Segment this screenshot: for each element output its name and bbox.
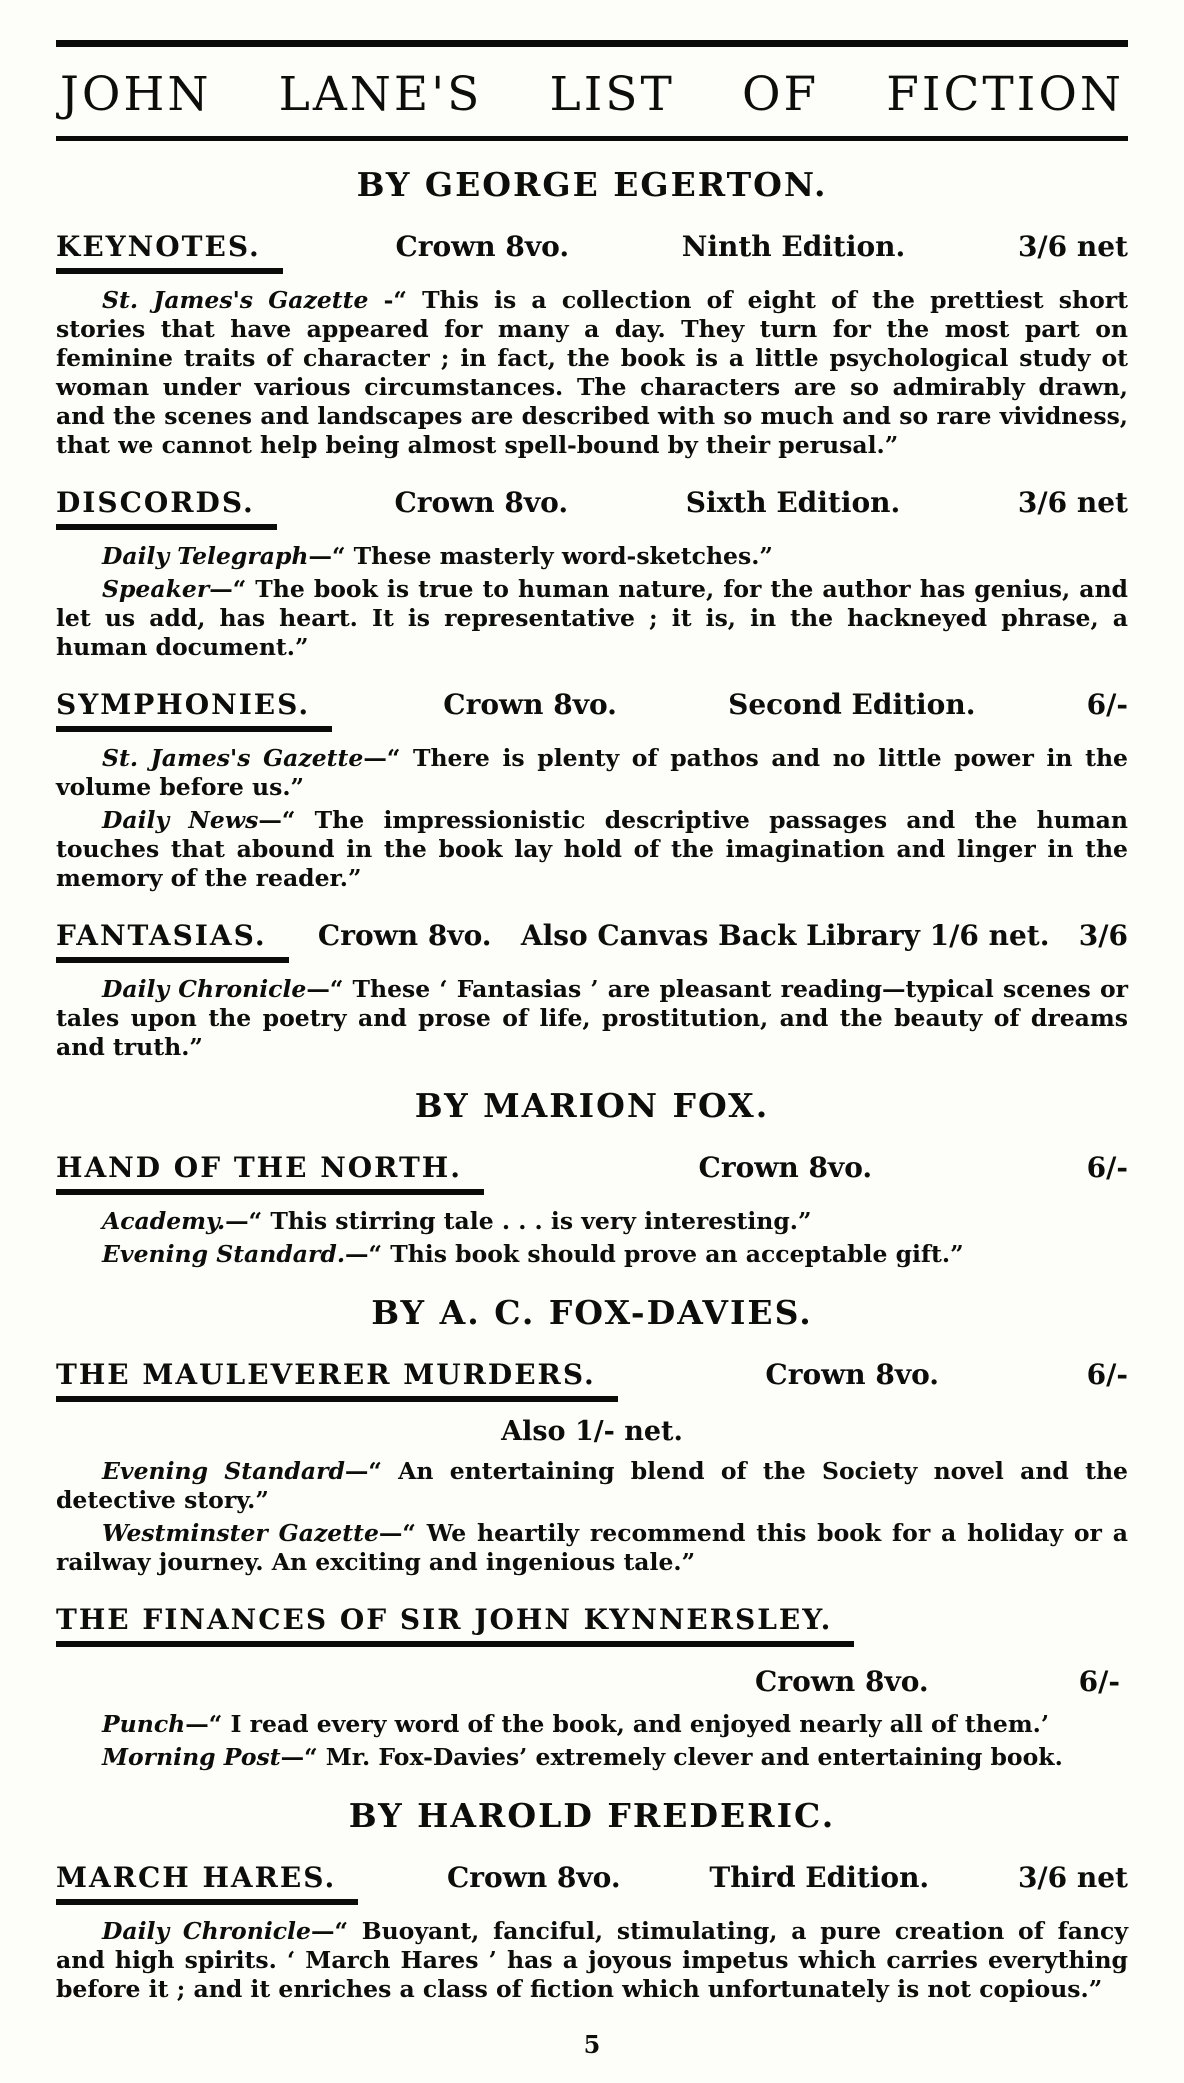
masthead-word: OF xyxy=(741,67,820,122)
book-row-march-hares xyxy=(56,1861,1128,1905)
review-source: Evening Standard xyxy=(102,1457,345,1485)
author-heading: BY MARION FOX. xyxy=(414,1086,770,1125)
review-source: St. James's Gazette xyxy=(102,744,364,772)
book-format-price-row xyxy=(56,1665,1120,1698)
book-title: SYMPHONIES. xyxy=(56,688,332,732)
book-format: Crown 8vo. xyxy=(443,688,617,721)
review-source: St. James's Gazette xyxy=(102,286,369,314)
book-row-fantasias xyxy=(56,919,1128,963)
book-format: Crown 8vo. xyxy=(755,1665,929,1698)
review-source: Daily Telegraph xyxy=(102,542,309,570)
book-price: 3/6 net xyxy=(1017,230,1128,263)
review-text: —“ There is plenty of pathos and no little power in the volume before us.” xyxy=(56,744,1128,801)
book-title: FANTASIAS. xyxy=(56,919,289,963)
review-quote xyxy=(56,575,1128,662)
book-row-keynotes xyxy=(56,230,1128,274)
review-text: —“ These masterly word-sketches.” xyxy=(308,542,773,570)
review-source: Punch xyxy=(102,1710,186,1738)
book-row-mauleverer-murders xyxy=(56,1358,1128,1402)
book-row-symphonies xyxy=(56,688,1128,732)
review-source: Daily Chronicle xyxy=(102,1917,311,1945)
review-source: Daily News xyxy=(102,806,259,834)
review-quote xyxy=(56,542,1128,571)
book-format: Crown 8vo. xyxy=(447,1861,621,1894)
book-title: THE MAULEVERER MURDERS. xyxy=(56,1358,618,1402)
section-harold-frederic xyxy=(56,1796,1128,2004)
book-library-note: Also Canvas Back Library 1/6 net. xyxy=(520,919,1050,952)
review-source: Speaker xyxy=(102,575,210,603)
review-text: —“ These ‘ Fantasias ’ are pleasant reading—typical scenes or tales upon the poetry and prose of life, prostitution, and the beauty of dreams and truth.” xyxy=(56,975,1129,1061)
section-george-egerton xyxy=(56,165,1128,1062)
review-text: —“ The impressionistic descriptive passages and the human touches that abound in the book lay hold of the imagination and linger in the memory of the reader.” xyxy=(56,806,1128,892)
book-row-hand-of-the-north xyxy=(56,1151,1128,1195)
review-source: Academy. xyxy=(102,1207,226,1235)
review-quote xyxy=(56,1457,1128,1515)
author-heading: BY GEORGE EGERTON. xyxy=(356,165,828,204)
review-text: —“ I read every word of the book, and enjoyed nearly all of them.’ xyxy=(185,1710,1050,1738)
review-quote xyxy=(56,286,1128,460)
masthead-word: FICTION xyxy=(886,67,1124,122)
author-heading: BY HAROLD FREDERIC. xyxy=(348,1796,836,1835)
book-title: DISCORDS. xyxy=(56,486,277,530)
book-format: Crown 8vo. xyxy=(765,1358,940,1391)
review-quote xyxy=(56,806,1128,893)
review-quote xyxy=(56,1240,1128,1269)
review-source: Morning Post xyxy=(102,1743,281,1771)
also-price-note: Also 1/- net. xyxy=(501,1416,683,1447)
book-edition: Sixth Edition. xyxy=(685,486,901,519)
book-price: 3/6 xyxy=(1078,919,1128,952)
masthead-bottom-rule xyxy=(56,136,1128,141)
book-title: KEYNOTES. xyxy=(56,230,283,274)
book-format: Crown 8vo. xyxy=(317,919,492,952)
book-format: Crown 8vo. xyxy=(394,486,569,519)
book-format: Crown 8vo. xyxy=(395,230,570,263)
review-quote xyxy=(56,975,1128,1062)
review-quote xyxy=(56,1917,1128,2004)
masthead-word: LANE'S xyxy=(278,67,483,122)
book-price: 6/- xyxy=(1086,1358,1128,1391)
book-price: 3/6 net xyxy=(1017,486,1128,519)
review-quote xyxy=(56,1743,1128,1772)
review-text: —“ Buoyant, fanciful, stimulating, a pure creation of fancy and high spirits. ‘ March Hares ’ has a joyous impetus which carries everything before it ; and it enriches a class of fiction which unfortunately is not copious.” xyxy=(56,1917,1128,2003)
review-text: -“ This is a collection of eight of the prettiest short stories that have appeared for many a day. They turn for the most part on feminine traits of character ; in fact, the book is a little psychological study ot woman under various circumstances. The characters are so admirably drawn, and the scenes and landscapes are described with so much and so rare vividness, that we cannot help being almost spell-bound by their perusal.” xyxy=(56,286,1128,459)
review-source: Westminster Gazette xyxy=(102,1519,379,1547)
book-title: THE FINANCES OF SIR JOHN KYNNERSLEY. xyxy=(56,1603,854,1647)
review-quote xyxy=(56,1519,1128,1577)
book-price: 6/- xyxy=(1078,1665,1120,1698)
review-quote xyxy=(56,1710,1128,1739)
book-edition: Ninth Edition. xyxy=(681,230,906,263)
book-price: 6/- xyxy=(1086,1151,1128,1184)
review-text: —“ An entertaining blend of the Society novel and the detective story.” xyxy=(56,1457,1128,1514)
book-title: HAND OF THE NORTH. xyxy=(56,1151,484,1195)
review-text: —“ We heartily recommend this book for a holiday or a railway journey. An exciting and ingenious tale.” xyxy=(56,1519,1128,1576)
review-quote xyxy=(56,744,1128,802)
book-edition: Second Edition. xyxy=(728,688,976,721)
review-text: —“ The book is true to human nature, for the author has genius, and let us add, has heart. It is representative ; it is, in the hackneyed phrase, a human document.” xyxy=(56,575,1128,661)
review-source: Evening Standard. xyxy=(102,1240,346,1268)
book-price: 3/6 net xyxy=(1017,1861,1128,1894)
section-fox-davies xyxy=(56,1293,1128,1772)
masthead-word: JOHN xyxy=(60,67,212,122)
review-source: Daily Chronicle xyxy=(102,975,307,1003)
book-row-finances-kynnersley xyxy=(56,1603,1128,1647)
review-text: —“ This stirring tale . . . is very interesting.” xyxy=(225,1207,812,1235)
review-text: —“ Mr. Fox-Davies’ extremely clever and entertaining book. xyxy=(280,1743,1063,1771)
book-row-discords xyxy=(56,486,1128,530)
author-heading: BY A. C. FOX-DAVIES. xyxy=(371,1293,813,1332)
page-number: 5 xyxy=(583,2030,601,2059)
review-text: —“ This book should prove an acceptable gift.” xyxy=(345,1240,964,1268)
review-quote xyxy=(56,1207,1128,1236)
section-marion-fox xyxy=(56,1086,1128,1269)
book-price: 6/- xyxy=(1086,688,1128,721)
book-edition: Third Edition. xyxy=(709,1861,930,1894)
book-format: Crown 8vo. xyxy=(698,1151,873,1184)
book-title: MARCH HARES. xyxy=(56,1861,358,1905)
masthead-word: LIST xyxy=(549,67,675,122)
top-rule xyxy=(56,40,1128,47)
masthead-title xyxy=(60,67,1124,122)
